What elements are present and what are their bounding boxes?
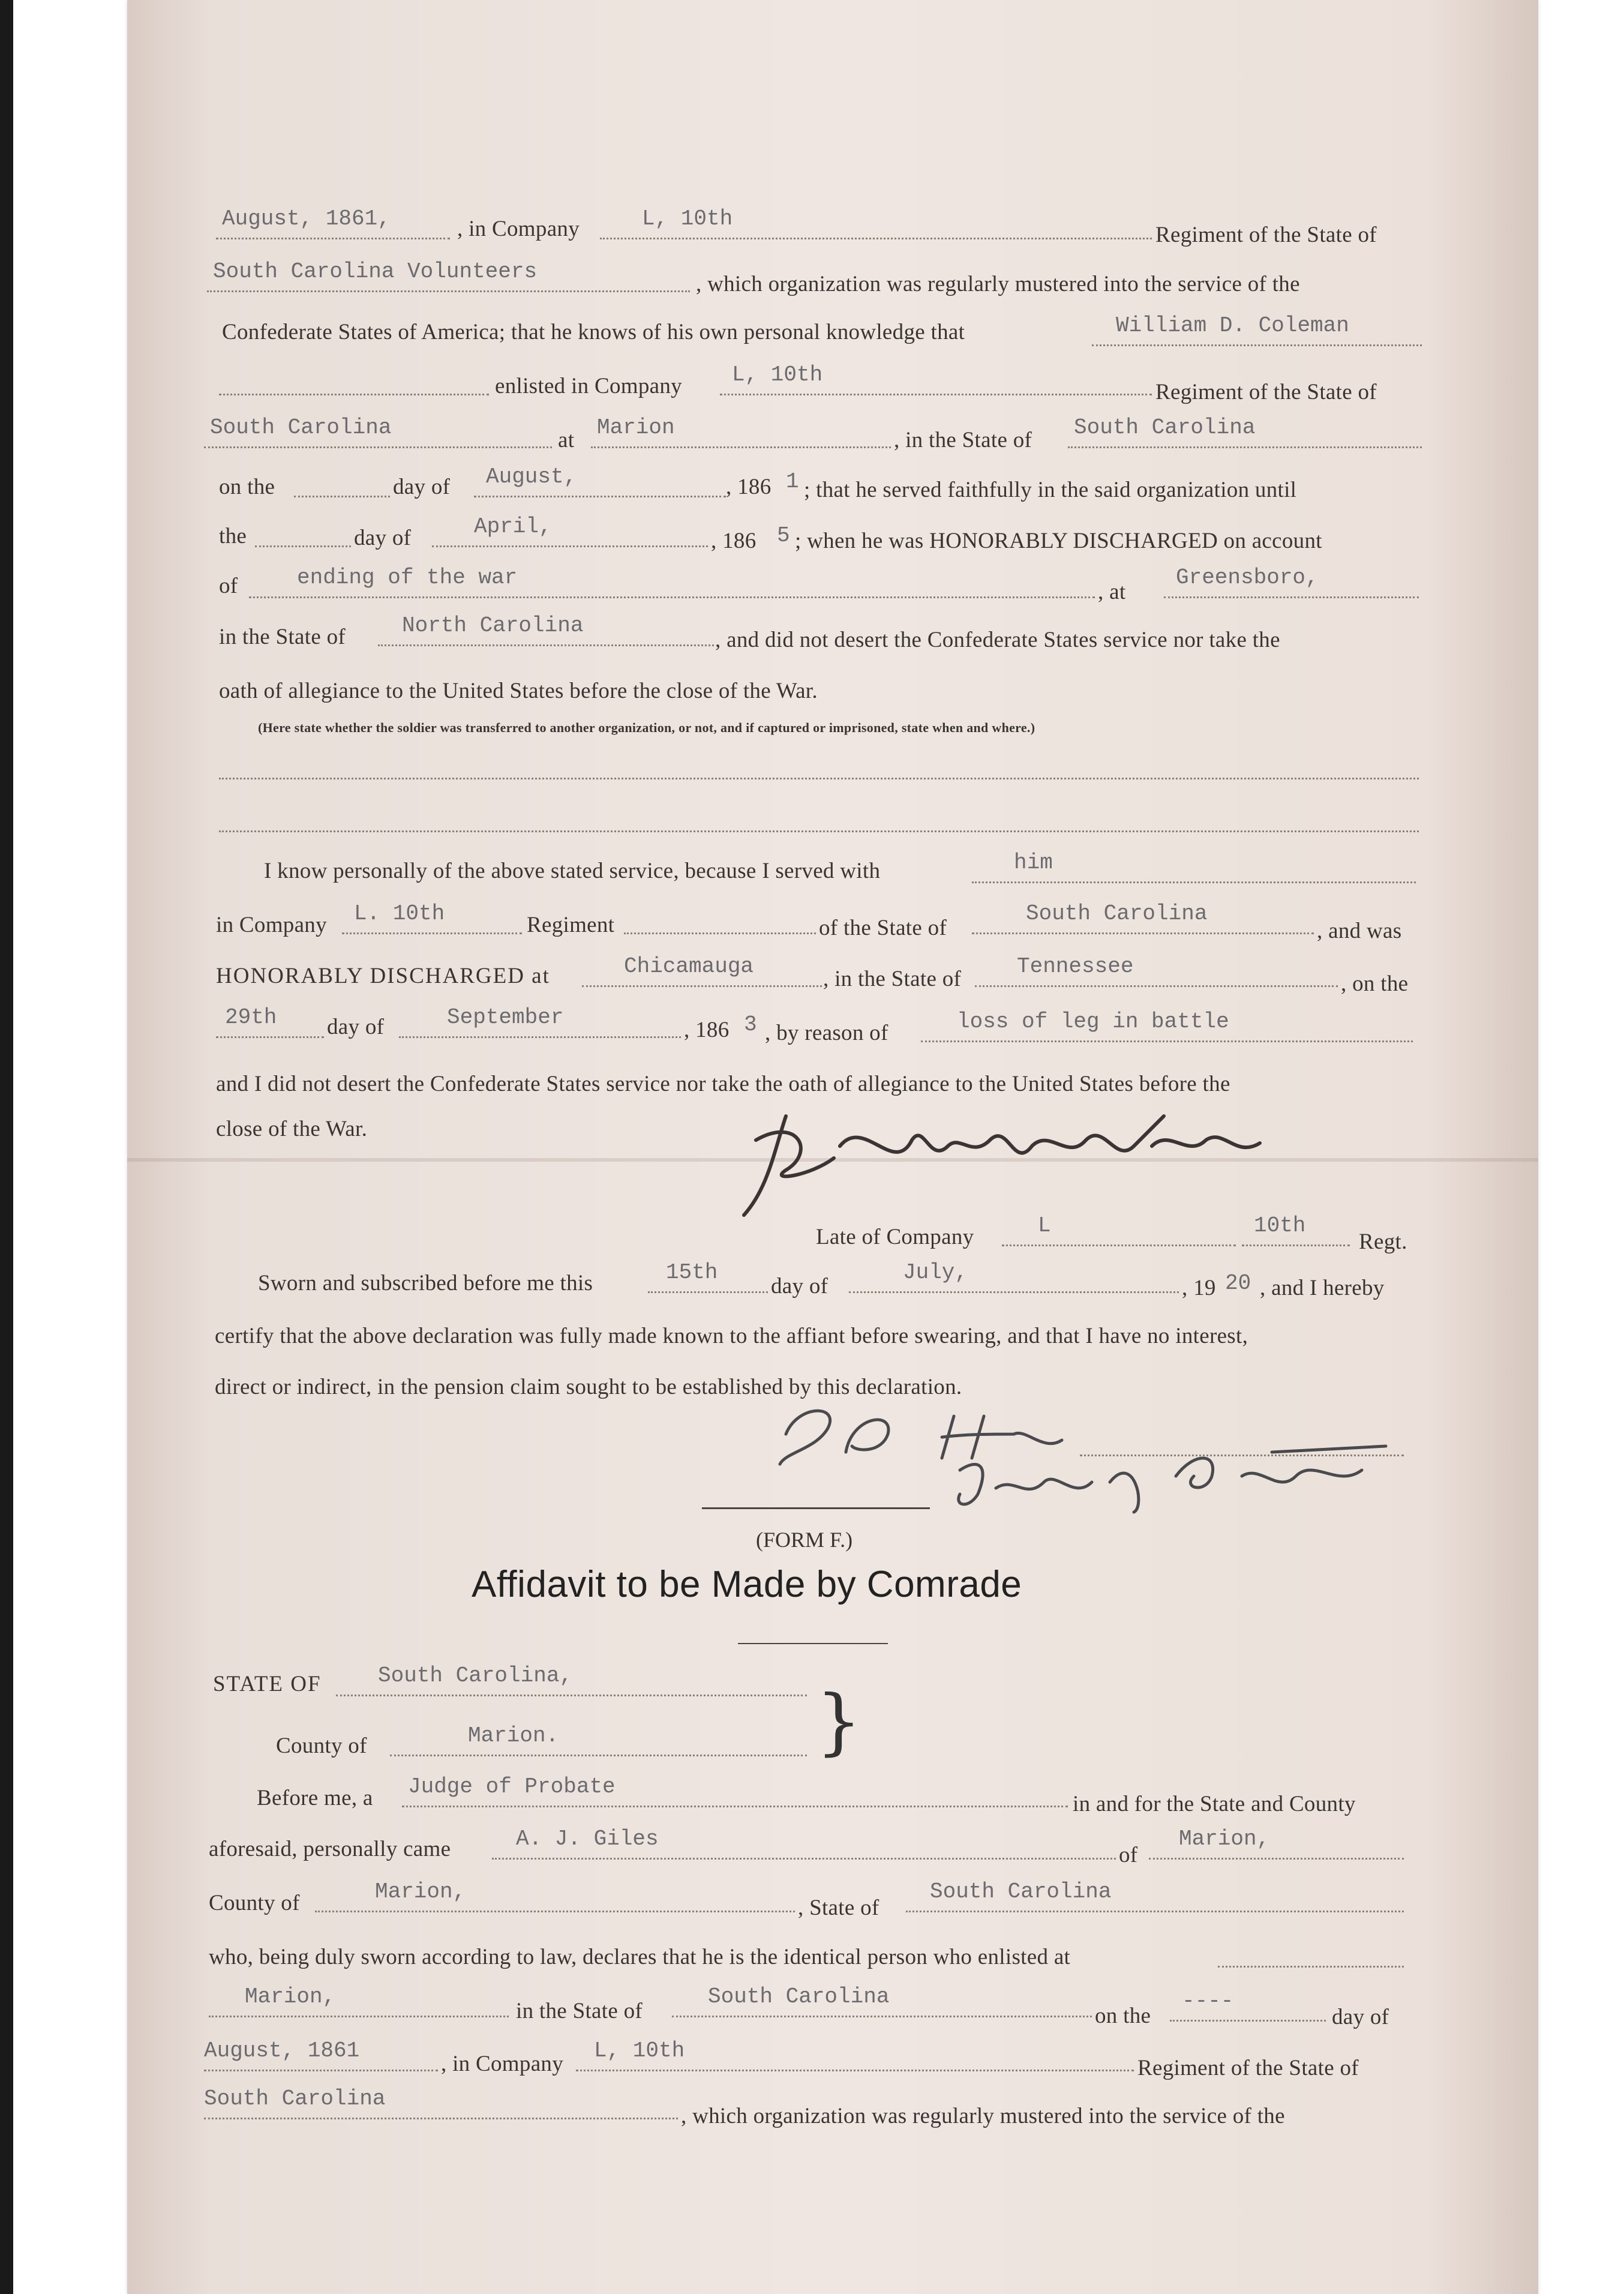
label: , in the State of (823, 967, 962, 991)
day-field (216, 1005, 324, 1038)
judge-signature (762, 1392, 1398, 1524)
place-field (591, 415, 891, 448)
regiment-value: 10th (1254, 1213, 1306, 1238)
state-value: Tennessee (1017, 954, 1134, 979)
oath-text: oath of allegiance to the United States before the close of the War. (219, 679, 818, 703)
state-volunteers-value: South Carolina Volunteers (213, 259, 538, 284)
label: on the (219, 475, 275, 499)
company-value: L, 10th (594, 2038, 685, 2063)
day-field (1170, 1989, 1326, 2022)
month-value: April, (474, 514, 552, 539)
year-digit: 3 (744, 1012, 757, 1037)
company-field (342, 901, 522, 934)
month-value: August, (486, 464, 577, 489)
label: , in Company (457, 217, 580, 241)
reason-field (249, 565, 1095, 598)
label: day of (771, 1274, 828, 1299)
label: at (558, 428, 575, 452)
label: of (1119, 1843, 1138, 1867)
label: in and for the State and County (1073, 1792, 1356, 1816)
label: , State of (798, 1896, 879, 1920)
blank-field (624, 906, 816, 934)
company-field (576, 2038, 1134, 2071)
month-field (399, 1005, 681, 1038)
label: , by reason of (765, 1021, 888, 1045)
label: Sworn and subscribed before me this (258, 1271, 593, 1296)
label: Regiment of the State of (1155, 380, 1377, 404)
sworn-text: who, being duly sworn according to law, declares that he is the identical person who enlisted at (209, 1945, 1071, 1969)
county-value: Marion, (375, 1879, 466, 1904)
label: day of (1332, 2005, 1389, 2029)
day-value: 29th (225, 1005, 277, 1030)
state-field (378, 613, 714, 646)
state-value: South Carolina (210, 415, 392, 440)
place-value: Marion, (245, 1984, 336, 2009)
label: Regt. (1359, 1230, 1407, 1254)
county-value: Marion. (468, 1723, 559, 1748)
enlist-date-field (216, 206, 450, 239)
label: , on the (1341, 971, 1409, 996)
state-field (975, 954, 1338, 987)
label: Confederate States of America; that he knows of his own personal knowledge that (222, 320, 965, 344)
label: in the State of (516, 1999, 643, 2023)
discharge-reason-field (921, 1009, 1413, 1042)
close-text: close of the War. (216, 1117, 368, 1141)
day-field (294, 469, 390, 497)
brace-symbol: } (816, 1680, 862, 1764)
company-field (600, 206, 1152, 239)
label: , which organization was regularly mustered into the service of the (681, 2104, 1285, 2128)
label: in the State of (219, 625, 346, 649)
state-value: South Carolina (204, 2086, 386, 2111)
label: County of (276, 1734, 367, 1758)
oath-text: and I did not desert the Confederate States service nor take the oath of allegiance to the United States before the (216, 1072, 1230, 1096)
label: , 186 (684, 1018, 730, 1042)
company-value: L, 10th (642, 206, 733, 231)
state-value: South Carolina (1026, 901, 1208, 926)
day-value: 15th (666, 1260, 718, 1285)
soldier-name-field (1092, 313, 1422, 346)
blank-field (219, 367, 489, 395)
label: Before me, a (257, 1786, 373, 1810)
state-field (672, 1984, 1092, 2017)
place-value: Marion, (1179, 1827, 1270, 1851)
company-value: L, 10th (732, 362, 823, 387)
day-field (648, 1260, 768, 1293)
label: the (219, 524, 247, 548)
county-field (390, 1723, 807, 1756)
state-value: South Carolina, (378, 1663, 573, 1688)
discharge-place-value: Chicamauga (624, 954, 754, 979)
label: day of (354, 526, 412, 550)
label: , at (1098, 580, 1126, 604)
comrade-relation-value: him (1014, 850, 1053, 875)
label: enlisted in Company (495, 374, 682, 398)
label: of the State of (819, 916, 947, 940)
comrade-relation-field (972, 850, 1416, 883)
day-value: ---- (1182, 1989, 1234, 2013)
year-digit: 5 (777, 523, 790, 548)
label: Regiment of the State of (1155, 223, 1377, 247)
state-field (1068, 415, 1422, 448)
year-digit: 1 (786, 469, 799, 494)
note-line-1 (219, 751, 1419, 779)
day-field (255, 519, 351, 547)
state-field (204, 2086, 678, 2119)
label: aforesaid, personally came (209, 1837, 451, 1861)
label: Regiment (527, 913, 615, 937)
scan-edge (0, 0, 13, 2294)
state-field (906, 1879, 1404, 1912)
label: of (219, 574, 238, 598)
form-label: (FORM F.) (756, 1528, 853, 1552)
reason-value: ending of the war (297, 565, 518, 590)
enlist-date-value: August, 1861, (222, 206, 391, 231)
label: , 186 (711, 529, 757, 553)
year-digits: 20 (1225, 1271, 1251, 1296)
label: , in Company (441, 2052, 564, 2076)
instruction-note: (Here state whether the soldier was transferred to another organization, or not, and if captured or imprisoned, state when and where.) (258, 720, 1035, 735)
discharge-reason-value: loss of leg in battle (957, 1009, 1229, 1034)
label: day of (327, 1015, 385, 1039)
month-field (849, 1260, 1179, 1293)
place-field (1149, 1827, 1404, 1860)
label: STATE OF (213, 1672, 322, 1696)
label: , which organization was regularly mustered into the service of the (696, 272, 1300, 296)
label: I know personally of the above stated service, because I served with (264, 859, 881, 883)
judge-signature-line (1080, 1428, 1404, 1456)
officer-value: Judge of Probate (408, 1774, 616, 1799)
label: ; that he served faithfully in the said organization until (804, 478, 1297, 502)
company-field (720, 362, 1152, 395)
state-field (972, 901, 1314, 934)
month-value: July, (903, 1260, 968, 1285)
company-value: L (1038, 1213, 1051, 1238)
discharge-place-field (582, 954, 822, 987)
county-field (315, 1879, 795, 1912)
label: , 19 (1182, 1276, 1216, 1300)
label: , 186 (726, 475, 772, 499)
enlist-place-field (1218, 1939, 1404, 1968)
regiment-field (1242, 1213, 1350, 1246)
label: Late of Company (816, 1225, 974, 1249)
company-field (1002, 1213, 1236, 1246)
label: HONORABLY DISCHARGED at (216, 964, 550, 988)
label: , and did not desert the Confederate States service nor take the (715, 628, 1280, 652)
note-line-2 (219, 804, 1419, 832)
divider (702, 1507, 930, 1509)
state-value: South Carolina (930, 1879, 1112, 1904)
enlist-date-field (204, 2038, 438, 2071)
state-field (336, 1663, 807, 1696)
company-value: L. 10th (354, 901, 445, 926)
certification-text: direct or indirect, in the pension claim sought to be established by this declaration. (215, 1375, 962, 1399)
soldier-name-value: William D. Coleman (1116, 313, 1349, 338)
officer-field (402, 1774, 1068, 1807)
label: ; when he was HONORABLY DISCHARGED on account (795, 529, 1322, 553)
label: on the (1095, 2004, 1151, 2028)
month-field (432, 514, 708, 547)
comrade-name-value: A. J. Giles (516, 1827, 659, 1851)
place-value: Marion (597, 415, 675, 440)
certification-text: certify that the above declaration was fully made known to the affiant before swearing, and that I have no interest, (215, 1324, 1248, 1348)
state-field (204, 415, 552, 448)
label: , in the State of (894, 428, 1032, 452)
state-value: South Carolina (708, 1984, 890, 2009)
enlist-date-value: August, 1861 (204, 2038, 360, 2063)
month-field (474, 464, 726, 497)
state-volunteers-field (207, 259, 690, 292)
comrade-name-field (492, 1827, 1116, 1860)
place-field (1164, 565, 1419, 598)
label: Regiment of the State of (1137, 2056, 1359, 2080)
label: , and was (1317, 919, 1402, 943)
label: County of (209, 1891, 300, 1915)
state-value: South Carolina (1074, 415, 1256, 440)
form-title: Affidavit to be Made by Comrade (472, 1564, 1022, 1605)
divider (738, 1643, 888, 1644)
state-value: North Carolina (402, 613, 584, 638)
label: , and I hereby (1260, 1276, 1385, 1300)
label: day of (393, 475, 451, 499)
place-field (209, 1984, 509, 2017)
label: in Company (216, 913, 327, 937)
month-value: September (447, 1005, 564, 1030)
place-value: Greensboro, (1176, 565, 1319, 590)
affiant-signature (732, 1104, 1284, 1224)
